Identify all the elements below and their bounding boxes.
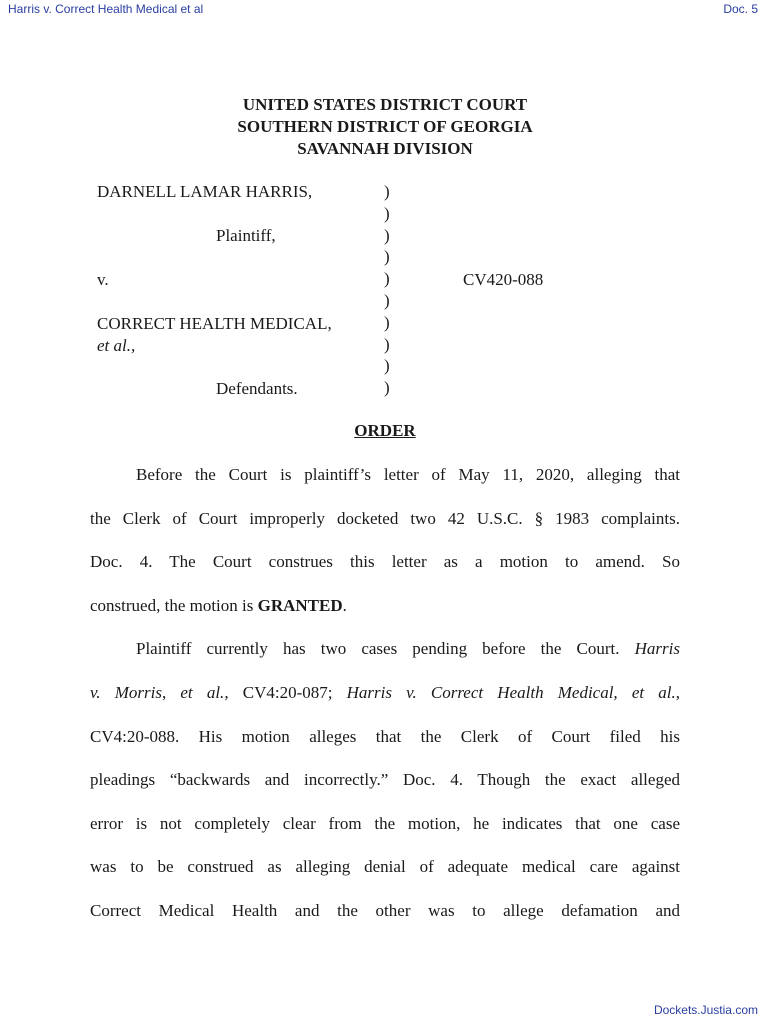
case-citation: Harris	[634, 639, 680, 659]
paren: )	[384, 225, 390, 245]
paren: )	[384, 378, 390, 398]
court-name: UNITED STATES DISTRICT COURT	[242, 95, 528, 114]
body-text: ,	[161, 682, 181, 702]
body-line	[90, 584, 680, 628]
paren: )	[384, 312, 390, 332]
granted-text: GRANTED	[257, 595, 343, 615]
body-line: error is not completely clear from the motion, he indicates that one case	[90, 813, 680, 833]
case-number: CV420-088	[463, 270, 544, 289]
body-line: Doc. 4. The Court construes this letter as a motion to amend. So	[90, 552, 680, 572]
body-text: , CV4:20-087;	[224, 682, 347, 702]
paren: )	[384, 356, 390, 376]
caption-parentheses	[384, 181, 390, 399]
body-line: Correct Medical Health and the other was to allege defamation and	[90, 900, 680, 920]
doc-number-link[interactable]: Doc. 5	[723, 2, 758, 16]
defendant-role: Defendants.	[216, 379, 298, 398]
body-line: Before the Court is plaintiff’s letter of May 11, 2020, alleging that	[136, 465, 680, 484]
defendant-name: CORRECT HEALTH MEDICAL,	[97, 314, 332, 333]
body-text: construed, the motion is	[90, 595, 258, 615]
case-citation: Harris v. Correct Health Medical, et al.	[346, 682, 676, 702]
order-body	[90, 453, 680, 933]
case-citation: v. Morris	[90, 682, 162, 702]
plaintiff-role: Plaintiff,	[216, 226, 276, 245]
versus-label: v.	[97, 270, 109, 289]
plaintiff-name: DARNELL LAMAR HARRIS,	[97, 182, 313, 201]
paren: )	[384, 290, 390, 310]
body-text: ,	[675, 682, 681, 702]
body-line: CV4:20-088. His motion alleges that the Clerk of Court filed his	[90, 726, 680, 746]
paren: )	[384, 334, 390, 354]
case-title-link[interactable]: Harris v. Correct Health Medical et al	[8, 2, 204, 16]
paren: )	[384, 203, 390, 223]
justia-source-link[interactable]: Dockets.Justia.com	[653, 1003, 758, 1017]
body-text: .	[342, 595, 347, 615]
court-district: SOUTHERN DISTRICT OF GEORGIA	[237, 117, 533, 136]
body-line	[90, 671, 680, 715]
court-division: SAVANNAH DIVISION	[297, 139, 473, 158]
body-line: the Clerk of Court improperly docketed two 42 U.S.C. § 1983 complaints.	[90, 508, 680, 528]
paren: )	[384, 182, 390, 201]
court-heading	[0, 94, 770, 160]
body-line: was to be construed as alleging denial of adequate medical care against	[90, 857, 680, 877]
paren: )	[384, 269, 390, 289]
defendant-etal: et al.,	[97, 336, 136, 355]
order-title: ORDER	[354, 421, 416, 440]
case-citation: et al.	[180, 682, 225, 702]
body-text: Plaintiff currently has two cases pending before the Court.	[136, 639, 635, 659]
body-line	[90, 627, 680, 671]
body-line: pleadings “backwards and incorrectly.” Doc. 4. Though the exact alleged	[90, 770, 680, 790]
paren: )	[384, 247, 390, 267]
